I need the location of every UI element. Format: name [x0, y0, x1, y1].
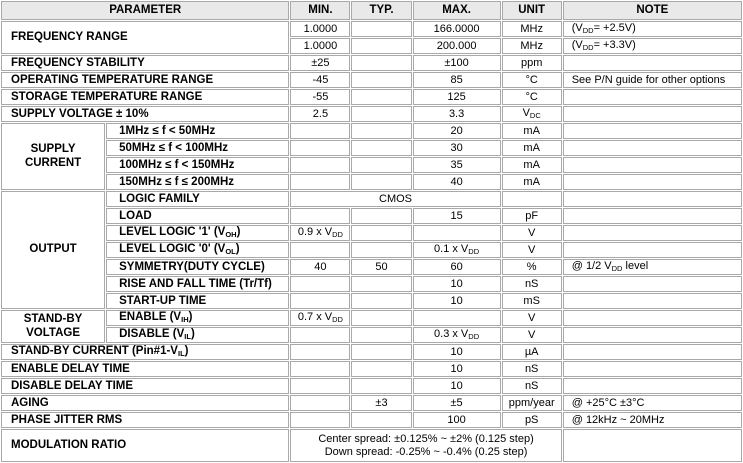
min-value — [290, 361, 350, 377]
typ-value — [351, 174, 411, 190]
typ-value — [351, 72, 411, 88]
min-value — [290, 344, 350, 360]
max-value: 125 — [413, 89, 501, 105]
max-value: 0.1 x $V_{DD}$ — [413, 242, 501, 258]
unit-value: µA — [502, 344, 562, 360]
note-text — [563, 123, 742, 139]
min-value — [290, 293, 350, 309]
unit-value: % — [502, 259, 562, 275]
note-text — [563, 140, 742, 156]
typ-value — [351, 378, 411, 394]
min-value — [290, 242, 350, 258]
unit-value: °C — [502, 72, 562, 88]
typ-value — [351, 21, 411, 37]
note-text — [563, 174, 742, 190]
typ-value — [351, 242, 411, 258]
note-text — [563, 276, 742, 292]
row-supply-current-1 — [1, 123, 742, 139]
group-label-supply-current: SUPPLY CURRENT — [1, 123, 105, 190]
param-label: OPERATING TEMPERATURE RANGE — [1, 72, 289, 88]
row-phase-jitter-rms — [1, 412, 742, 428]
typ-value: ±3 — [351, 395, 411, 411]
min-value: 0.9 x $V_{DD}$ — [290, 225, 350, 241]
max-value: 3.3 — [413, 106, 501, 122]
param-label: FREQUENCY RANGE — [1, 21, 289, 54]
unit-value: $V_{DC}$ — [502, 106, 562, 122]
note-text — [563, 89, 742, 105]
typ-value — [351, 276, 411, 292]
unit-value: pF — [502, 208, 562, 224]
unit-value: MHz — [502, 21, 562, 37]
row-modulation-ratio — [1, 429, 742, 462]
min-value — [290, 174, 350, 190]
max-value: 20 — [413, 123, 501, 139]
min-value: -45 — [290, 72, 350, 88]
col-header-unit: UNIT — [502, 1, 562, 20]
max-value: 166.0000 — [413, 21, 501, 37]
typ-value — [351, 361, 411, 377]
param-label: 150MHz ≤ f ≤ 200MHz — [106, 174, 289, 190]
min-value — [290, 412, 350, 428]
param-label: PHASE JITTER RMS — [1, 412, 289, 428]
row-frequency-stability — [1, 55, 742, 71]
min-value: 40 — [290, 259, 350, 275]
max-value: 15 — [413, 208, 501, 224]
min-value: 1.0000 — [290, 38, 350, 54]
unit-value: mA — [502, 174, 562, 190]
max-value — [413, 225, 501, 241]
param-label: ENABLE $(V_{IH})$ — [106, 310, 289, 326]
unit-value: V — [502, 310, 562, 326]
max-value: 10 — [413, 293, 501, 309]
col-header-min: MIN. — [290, 1, 350, 20]
note-text: See P/N guide for other options — [563, 72, 742, 88]
unit-value: MHz — [502, 38, 562, 54]
unit-value: mS — [502, 293, 562, 309]
param-label: START-UP TIME — [106, 293, 289, 309]
max-value: 35 — [413, 157, 501, 173]
max-value: 10 — [413, 344, 501, 360]
max-value — [413, 310, 501, 326]
col-header-note: NOTE — [563, 1, 742, 20]
note-text — [563, 157, 742, 173]
col-header-typ: TYP. — [351, 1, 411, 20]
param-label: 50MHz ≤ f < 100MHz — [106, 140, 289, 156]
row-disable-delay-time — [1, 378, 742, 394]
param-label: STAND-BY CURRENT $(Pin\#1-V_{IL})$ — [1, 344, 289, 360]
typ-value — [351, 327, 411, 343]
note-text — [563, 327, 742, 343]
min-value: -55 — [290, 89, 350, 105]
min-value: 2.5 — [290, 106, 350, 122]
modulation-ratio-value — [290, 429, 561, 462]
unit-value: nS — [502, 361, 562, 377]
typ-value — [351, 293, 411, 309]
typ-value — [351, 310, 411, 326]
row-operating-temperature-range — [1, 72, 742, 88]
param-label: LOAD — [106, 208, 289, 224]
unit-value — [502, 191, 562, 207]
param-label: MODULATION RATIO — [1, 429, 289, 462]
param-label: ENABLE DELAY TIME — [1, 361, 289, 377]
max-value: 10 — [413, 378, 501, 394]
min-value — [290, 208, 350, 224]
note-text — [563, 429, 742, 462]
col-header-parameter: PARAMETER — [1, 1, 289, 20]
row-load — [1, 208, 742, 224]
row-storage-temperature-range — [1, 89, 742, 105]
max-value: 10 — [413, 276, 501, 292]
row-level-logic-1 — [1, 225, 742, 241]
note-text — [563, 55, 742, 71]
param-label: DISABLE DELAY TIME — [1, 378, 289, 394]
col-header-max: MAX. — [413, 1, 501, 20]
row-logic-family — [1, 191, 742, 207]
row-aging — [1, 395, 742, 411]
row-supply-current-3 — [1, 157, 742, 173]
min-value — [290, 395, 350, 411]
note-text: $(V_{DD}= +3.3V)$ — [563, 38, 742, 54]
min-value: ±25 — [290, 55, 350, 71]
param-label: DISABLE $(V_{IL})$ — [106, 327, 289, 343]
unit-value: V — [502, 225, 562, 241]
note-text — [563, 344, 742, 360]
max-value: 10 — [413, 361, 501, 377]
note-text: $(V_{DD}= +2.5V)$ — [563, 21, 742, 37]
typ-value — [351, 412, 411, 428]
unit-value: V — [502, 242, 562, 258]
note-text — [563, 293, 742, 309]
max-value: 200.000 — [413, 38, 501, 54]
row-frequency-range-1 — [1, 21, 742, 37]
row-standby-current — [1, 344, 742, 360]
note-text — [563, 225, 742, 241]
max-value: 30 — [413, 140, 501, 156]
max-value: ±100 — [413, 55, 501, 71]
typ-value: 50 — [351, 259, 411, 275]
typ-value — [351, 55, 411, 71]
row-rise-fall-time — [1, 276, 742, 292]
row-supply-voltage — [1, 106, 742, 122]
note-text — [563, 106, 742, 122]
unit-value: mA — [502, 140, 562, 156]
row-enable-vih — [1, 310, 742, 326]
logic-family-value: CMOS — [290, 191, 500, 207]
typ-value — [351, 344, 411, 360]
min-value: 1.0000 — [290, 21, 350, 37]
modulation-line-2: Down spread: -0.25% ~ -0.4% (0.25 step) — [324, 445, 528, 458]
note-text — [563, 191, 742, 207]
row-start-up-time — [1, 293, 742, 309]
unit-value: pS — [502, 412, 562, 428]
row-disable-vil — [1, 327, 742, 343]
note-text: @ 1/2 $V_{DD}$ level — [563, 259, 742, 275]
min-value — [290, 276, 350, 292]
note-text — [563, 361, 742, 377]
unit-value: °C — [502, 89, 562, 105]
row-symmetry — [1, 259, 742, 275]
max-value: ±5 — [413, 395, 501, 411]
unit-value: ppm — [502, 55, 562, 71]
note-text — [563, 378, 742, 394]
unit-value: mA — [502, 157, 562, 173]
row-supply-current-2 — [1, 140, 742, 156]
row-level-logic-0 — [1, 242, 742, 258]
typ-value — [351, 225, 411, 241]
param-label: RISE AND FALL TIME (Tr/Tf) — [106, 276, 289, 292]
param-label: SYMMETRY(DUTY CYCLE) — [106, 259, 289, 275]
unit-value: nS — [502, 276, 562, 292]
typ-value — [351, 38, 411, 54]
param-label: 100MHz ≤ f < 150MHz — [106, 157, 289, 173]
min-value: 0.7 x $V_{DD}$ — [290, 310, 350, 326]
typ-value — [351, 89, 411, 105]
group-label-standby-voltage: STAND-BY VOLTAGE — [1, 310, 105, 343]
note-text — [563, 208, 742, 224]
param-label: 1MHz ≤ f < 50MHz — [106, 123, 289, 139]
modulation-line-1: Center spread: ±0.125% ~ ±2% (0.125 step) — [318, 433, 534, 446]
group-label-output: OUTPUT — [1, 191, 105, 309]
typ-value — [351, 208, 411, 224]
param-label: AGING — [1, 395, 289, 411]
row-supply-current-4 — [1, 174, 742, 190]
param-label: FREQUENCY STABILITY — [1, 55, 289, 71]
min-value — [290, 123, 350, 139]
unit-value: V — [502, 327, 562, 343]
param-label: STORAGE TEMPERATURE RANGE — [1, 89, 289, 105]
min-value — [290, 327, 350, 343]
max-value: 40 — [413, 174, 501, 190]
header-row — [1, 1, 742, 20]
min-value — [290, 378, 350, 394]
max-value: 60 — [413, 259, 501, 275]
param-label: LOGIC FAMILY — [106, 191, 289, 207]
unit-value: ppm/year — [502, 395, 562, 411]
max-value: 85 — [413, 72, 501, 88]
param-label: LEVEL LOGIC '1' $(V_{OH})$ — [106, 225, 289, 241]
unit-value: nS — [502, 378, 562, 394]
max-value: 100 — [413, 412, 501, 428]
param-label: SUPPLY VOLTAGE ± 10% — [1, 106, 289, 122]
param-label: LEVEL LOGIC '0' $(V_{OL})$ — [106, 242, 289, 258]
typ-value — [351, 106, 411, 122]
typ-value — [351, 157, 411, 173]
note-text — [563, 310, 742, 326]
max-value: 0.3 x $V_{DD}$ — [413, 327, 501, 343]
note-text: @ 12kHz ~ 20MHz — [563, 412, 742, 428]
min-value — [290, 157, 350, 173]
typ-value — [351, 140, 411, 156]
unit-value: mA — [502, 123, 562, 139]
min-value — [290, 140, 350, 156]
row-enable-delay-time — [1, 361, 742, 377]
note-text: @ +25°C ±3°C — [563, 395, 742, 411]
typ-value — [351, 123, 411, 139]
note-text — [563, 242, 742, 258]
